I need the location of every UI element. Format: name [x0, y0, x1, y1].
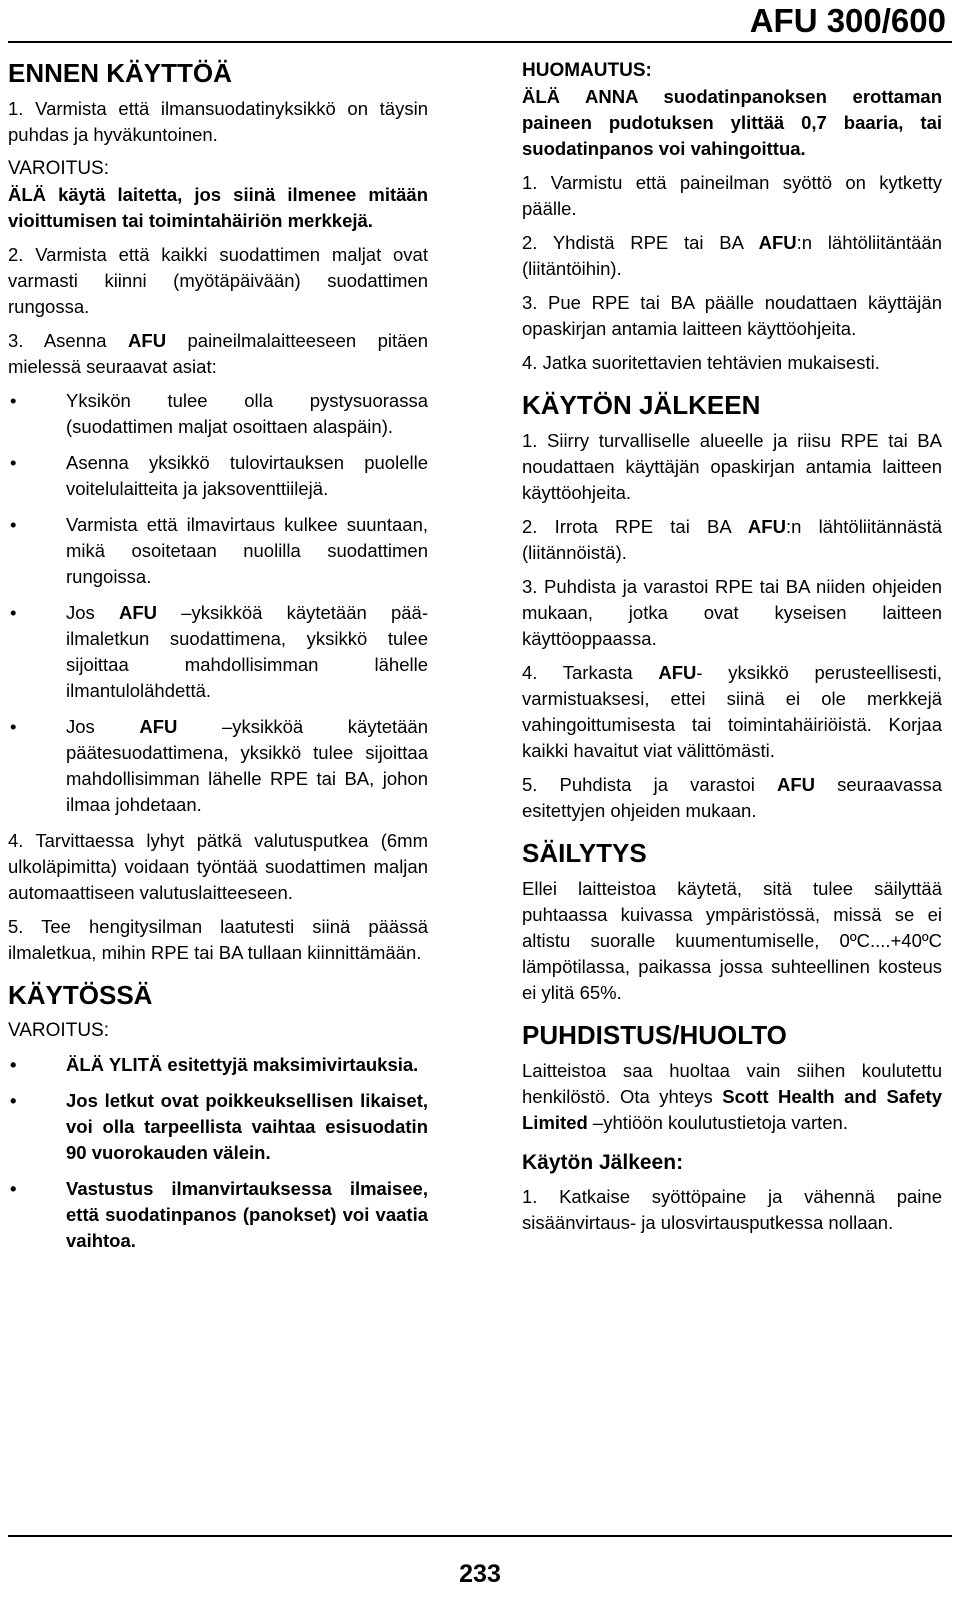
storage-text: Ellei laitteistoa käytetä, sitä tulee säilyttää puhtaassa kuivassa ympäristössä, missä se ei altistu suoralle kuumentumiselle, 0ºC....+40ºC lämpötilassa, paikassa jossa suhteellinen kosteus ei ylitä 65%.: [522, 878, 942, 1003]
heading-before-use: ENNEN KÄYTTÖÄ: [8, 58, 232, 88]
in-use-bullet-list: [8, 1052, 428, 1254]
after-step-2: 2. Irrota RPE tai BA AFU:n lähtöliitännästä (liitännöistä).: [522, 516, 942, 563]
list-item: • Jos AFU –yksikköä käytetään päätesuodattimena, yksikkö tulee sijoittaa mahdollisimman lähelle RPE tai BA, johon ilmaa johdetaan.: [10, 716, 429, 815]
step-1-text: 1. Varmista että ilmansuodatinyksikkö on täysin puhdas ja hyväkuntoinen.: [8, 98, 428, 145]
header-rule: [8, 41, 952, 43]
list-item: • Jos AFU –yksikköä käytetään pää-ilmaletkun suodattimena, yksikkö tulee sijoittaa mahdollisimman lähelle ilmantulolähdettä.: [10, 602, 428, 701]
list-item: • Yksikön tulee olla pystysuorassa (suodattimen maljat osoittaen alaspäin).: [10, 390, 428, 437]
right-column: [522, 58, 942, 1244]
list-item: • ÄLÄ YLITÄ esitettyjä maksimivirtauksia.: [10, 1054, 419, 1075]
page-number: 233: [459, 1560, 501, 1588]
final-step-text: 1. Katkaise syöttöpaine ja vähennä paine sisäänvirtaus- ja ulosvirtausputkessa nollaan.: [522, 1186, 942, 1233]
list-item: • Varmista että ilmavirtaus kulkee suuntaan, mikä osoitetaan nuolilla suodattimen rungoissa.: [10, 514, 428, 587]
maintenance-text: Laitteistoa saa huoltaa vain siihen koulutettu henkilöstö. Ota yhteys Scott Health and Safety Limited –yhtiöön koulutustietoja varten.: [522, 1060, 942, 1133]
install-bullet-list: [8, 388, 428, 818]
heading-after-use: KÄYTÖN JÄLKEEN: [522, 390, 761, 420]
warning-label: VAROITUS:: [8, 158, 109, 179]
list-item: • Vastustus ilmanvirtauksessa ilmaisee, että suodatinpanos (panokset) voi vaatia vaihtoa.: [10, 1178, 428, 1251]
heading-maintenance: PUHDISTUS/HUOLTO: [522, 1020, 787, 1050]
heading-storage: SÄILYTYS: [522, 838, 647, 868]
note-label: HUOMAUTUS:: [522, 60, 652, 81]
after-step-5: 5. Puhdista ja varastoi AFU seuraavassa esitettyjen ohjeiden mukaan.: [522, 774, 942, 821]
use-step-1: 1. Varmistu että paineilman syöttö on kytketty päälle.: [522, 172, 942, 219]
list-item: • Asenna yksikkö tulovirtauksen puolelle voitelulaitteita ja jaksoventtiilejä.: [10, 452, 428, 499]
warning-text: ÄLÄ käytä laitetta, jos siinä ilmenee mitään vioittumisen tai toimintahäiriön merkkejä.: [8, 184, 428, 231]
left-column: [8, 58, 428, 1264]
document-title: AFU 300/600: [749, 2, 946, 39]
step-5-text: 5. Tee hengitysilman laatutesti siinä päässä ilmaletkua, mihin RPE tai BA tullaan kiinnittämään.: [8, 916, 428, 963]
note-text: ÄLÄ ANNA suodatinpanoksen erottaman paineen pudotuksen ylittää 0,7 baaria, tai suodatinpanos voi vahingoittua.: [522, 86, 942, 159]
warning-label-2: VAROITUS:: [8, 1020, 109, 1041]
heading-in-use: KÄYTÖSSÄ: [8, 980, 153, 1010]
step-2-text: 2. Varmista että kaikki suodattimen maljat ovat varmasti kiinni (myötäpäivään) suodattimen rungossa.: [8, 244, 428, 317]
step-3-text: 3. Asenna AFU paineilmalaitteeseen pitäen mielessä seuraavat asiat:: [8, 330, 429, 377]
use-step-4: 4. Jatka suoritettavien tehtävien mukaisesti.: [522, 352, 880, 373]
use-step-3: 3. Pue RPE tai BA päälle noudattaen käyttäjän opaskirjan antamia laitteen käyttöohjeita.: [522, 292, 942, 339]
after-step-4: 4. Tarkasta AFU- yksikkö perusteellisesti, varmistuaksesi, ettei siinä ei ole merkkejä vahingoittumisesta tai toimintahäiriöistä. Korjaa kaikki havaitut viat välittömästi.: [522, 662, 943, 761]
after-step-3: 3. Puhdista ja varastoi RPE tai BA niiden ohjeiden mukaan, jotka ovat kyseisen laitteen käyttöoppaassa.: [522, 576, 942, 649]
heading-after-use-2: Käytön Jälkeen:: [522, 1151, 684, 1174]
list-item: • Jos letkut ovat poikkeuksellisen likaiset, voi olla tarpeellista vaihtaa esisuodatin 90 vuorokauden välein.: [10, 1090, 428, 1163]
step-4-text: 4. Tarvittaessa lyhyt pätkä valutusputkea (6mm ulkoläpimitta) voidaan työntää suodattimen maljan automaattiseen valutuslaitteeseen.: [8, 830, 428, 903]
after-step-1: 1. Siirry turvalliselle alueelle ja riisu RPE tai BA noudattaen käyttäjän opaskirjan antamia laitteen käyttöohjeita.: [522, 430, 942, 503]
footer-rule: [8, 1535, 952, 1537]
use-step-2: 2. Yhdistä RPE tai BA AFU:n lähtöliitäntään (liitäntöihin).: [522, 232, 942, 279]
